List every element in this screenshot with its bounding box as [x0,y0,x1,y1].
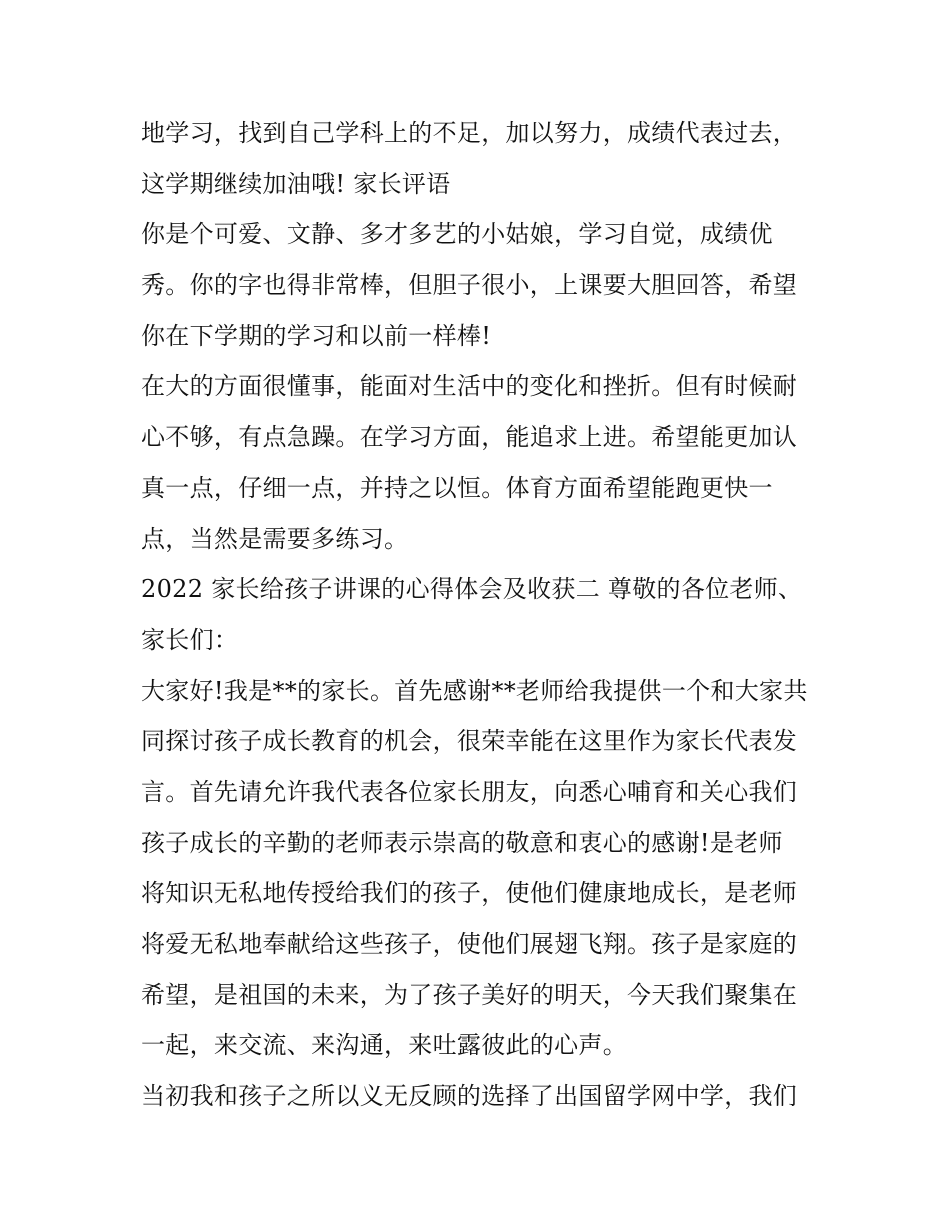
text-line: 地学习，找到自己学科上的不足，加以努力，成绩代表过去， [141,119,798,147]
text-line: 当初我和孩子之所以义无反顾的选择了出国留学网中学，我们 [141,1082,798,1111]
text-line: 家长们： [141,625,239,654]
text-line: 这学期继续加油哦! 家长评语 [141,169,451,198]
text-line: 希望，是祖国的未来，为了孩子美好的明天，今天我们聚集在 [141,980,798,1009]
section-heading-line: 2022 家长给孩子讲课的心得体会及收获二 尊敬的各位老师、 [141,575,803,604]
text-line: 将知识无私地传授给我们的孩子，使他们健康地成长，是老师 [141,879,798,908]
text-line: 同探讨孩子成长教育的机会，很荣幸能在这里作为家长代表发 [141,727,798,756]
text-line: 一起，来交流、来沟通，来吐露彼此的心声。 [141,1031,627,1060]
text-line: 孩子成长的辛勤的老师表示崇高的敬意和衷心的感谢!是老师 [141,828,783,857]
text-line: 将爱无私地奉献给这些孩子，使他们展翅飞翔。孩子是家庭的 [141,930,798,958]
text-line: 秀。你的字也得非常棒，但胆子很小，上课要大胆回答，希望 [141,271,798,300]
text-line: 你是个可爱、文静、多才多艺的小姑娘，学习自觉，成绩优 [141,220,773,249]
text-line: 你在下学期的学习和以前一样棒! [141,321,492,350]
text-line: 言。首先请允许我代表各位家长朋友，向悉心哺育和关心我们 [141,777,798,806]
text-line: 在大的方面很懂事，能面对生活中的变化和挫折。但有时候耐 [141,372,798,401]
text-line: 心不够，有点急躁。在学习方面，能追求上进。希望能更加认 [141,423,798,452]
document-body [141,108,821,1122]
text-line: 大家好!我是**的家长。首先感谢**老师给我提供一个和大家共 [141,676,808,705]
text-line: 点，当然是需要多练习。 [141,524,409,553]
text-line: 真一点，仔细一点，并持之以恒。体育方面希望能跑更快一 [141,473,773,502]
